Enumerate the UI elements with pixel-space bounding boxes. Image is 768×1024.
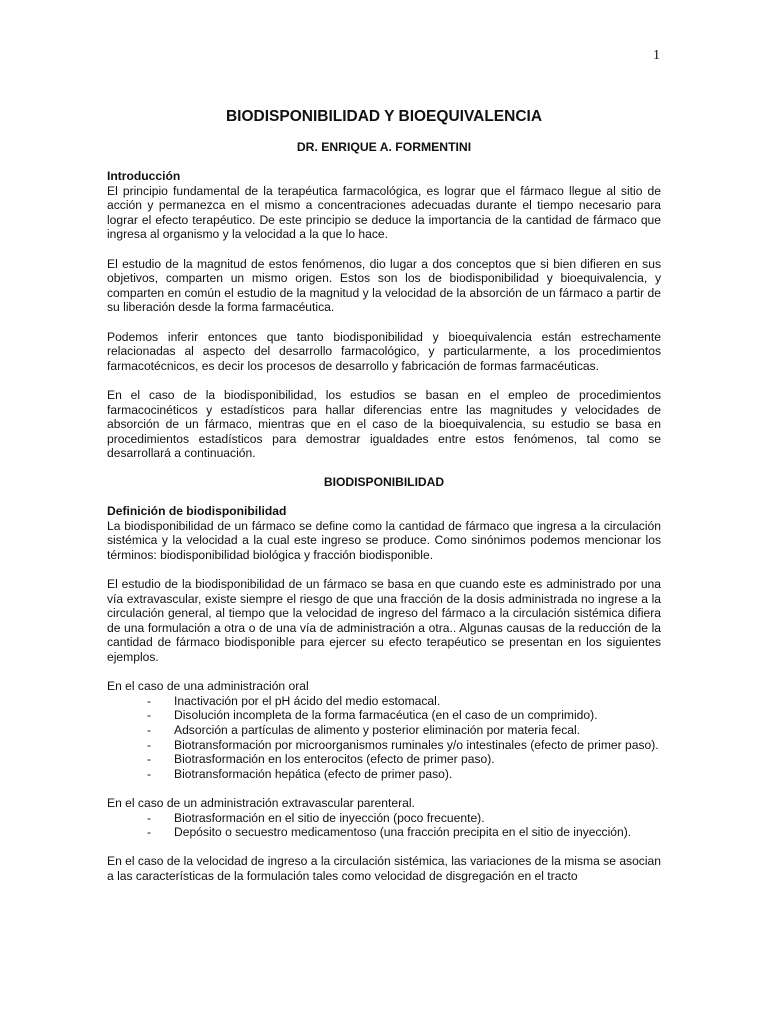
list-item-text: Biotransformación hepática (efecto de primer paso). (174, 766, 453, 781)
list-bullet: - (147, 722, 152, 737)
parenteral-list-intro: En el caso de un administración extravascular parenteral. (107, 795, 415, 810)
intro-paragraph-4: En el caso de la biodisponibilidad, los estudios se basan en el empleo de procedimientos farmacocinéticos y estadísticos para hallar diferencias entre las magnitudes y velocidades de absorción de un fármaco, mientras que en el caso de la bioequivalencia, su estudio se basa en procedimientos estadísticos para demostrar igualdades entre estos fenómenos, tal como se desarrollará a continuación. (107, 387, 661, 461)
list-item-text: Depósito o secuestro medicamentoso (una fracción precipita en el sitio de inyección). (174, 825, 632, 840)
list-item (147, 693, 661, 709)
list-item (147, 766, 661, 782)
intro-paragraph-3: Podemos inferir entonces que tanto biodisponibilidad y bioequivalencia están estrechamente relacionadas al aspecto del desarrollo farmacológico, y particularmente, a los procedimientos farmacotécnicos, es decir los procesos de desarrollo y fabricación de formas farmacéuticas. (107, 329, 661, 373)
list-bullet: - (147, 825, 152, 840)
list-item (147, 752, 661, 767)
list-bullet: - (147, 737, 152, 752)
list-item (147, 722, 661, 738)
intro-paragraph-1: El principio fundamental de la terapéutica farmacológica, es lograr que el fármaco llegue al sitio de acción y permanezca en el mismo a concentraciones adecuadas durante el tiempo necesario para lograr el efecto terapéutico. De este principio se deduce la importancia de la cantidad de fármaco que ingresa al organismo y la velocidad a la que lo hace. (107, 183, 661, 242)
oral-administration-block (107, 679, 661, 781)
list-bullet: - (147, 693, 152, 708)
definicion-paragraph-2: El estudio de la biodisponibilidad de un fármaco se basa en que cuando este es administrado por una vía extravascular, existe siempre el riesgo de que una fracción de la dosis administrada no ingrese a la circulación general, al tiempo que la velocidad de ingreso del fármaco a la circulación sistémica difiera de una formulación a otra o de una vía de administración a otra.. Algunas causas de la reducción de la cantidad de fármaco biodisponible para ejercer su efecto terapéutico se presentan en los siguientes ejemplos. (107, 577, 661, 664)
list-item (147, 737, 661, 753)
intro-paragraph-2: El estudio de la magnitud de estos fenómenos, dio lugar a dos conceptos que si bien difieren en sus objetivos, comparten un mismo origen. Estos son los de biodisponibilidad y bioequivalencia, y comparten en común el estudio de la magnitud y la velocidad de la absorción de un fármaco a partir de su liberación desde la forma farmacéutica. (107, 256, 661, 315)
parenteral-causes-list (107, 811, 661, 840)
list-item-text: Disolución incompleta de la forma farmacéutica (en el caso de un comprimido). (174, 708, 598, 723)
list-item-text: Inactivación por el pH ácido del medio estomacal. (174, 693, 441, 708)
list-bullet: - (147, 752, 152, 767)
document-body (107, 108, 661, 898)
oral-list-intro: En el caso de una administración oral (107, 679, 309, 694)
closing-paragraph: En el caso de la velocidad de ingreso a la circulación sistémica, las variaciones de la misma se asocian a las características de la formulación tales como velocidad de disgregación en el tracto (107, 854, 661, 883)
list-item (147, 708, 661, 723)
list-item (147, 810, 661, 826)
biodisponibilidad-section-title: BIODISPONIBILIDAD (323, 475, 445, 490)
definicion-heading: Definición de biodisponibilidad (107, 504, 287, 519)
document-author: DR. ENRIQUE A. FORMENTINI (296, 140, 472, 154)
parenteral-administration-block (107, 796, 661, 840)
list-item-text: Adsorción a partículas de alimento y posterior eliminación por materia fecal. (174, 722, 581, 737)
list-item-text: Biotransformación por microorganismos ruminales y/o intestinales (efecto de primer paso). (174, 737, 659, 752)
document-title: BIODISPONIBILIDAD Y BIOEQUIVALENCIA (225, 108, 543, 125)
list-bullet: - (147, 708, 152, 723)
introduccion-heading: Introducción (107, 169, 181, 183)
oral-causes-list (107, 694, 661, 782)
list-bullet: - (147, 766, 152, 781)
page-number: 1 (653, 48, 660, 63)
list-item (147, 825, 661, 840)
definicion-paragraph-1: La biodisponibilidad de un fármaco se define como la cantidad de fármaco que ingresa a la circulación sistémica y la velocidad a la cual este ingreso se produce. Como sinónimos podemos mencionar los términos: biodisponibilidad biológica y fracción biodisponible. (107, 518, 661, 562)
list-item-text: Biotrasformación en los enterocitos (efecto de primer paso). (174, 752, 495, 767)
list-item-text: Biotrasformación en el sitio de inyección (poco frecuente). (174, 810, 485, 825)
list-bullet: - (147, 810, 152, 825)
